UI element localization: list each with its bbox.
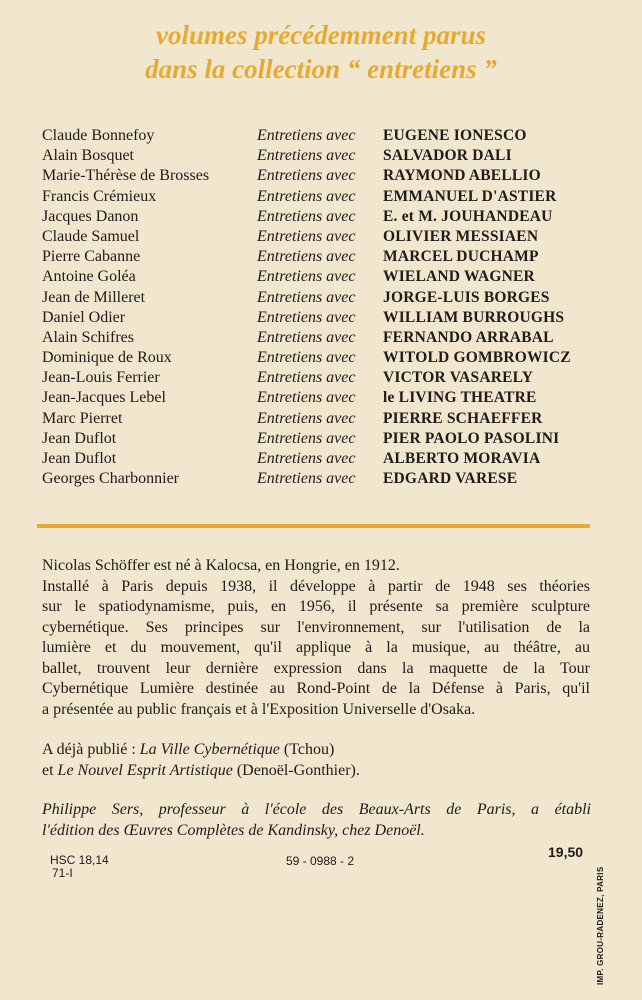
bio-line: Installé à Paris depuis 1938, il développe à partir de 1948 ses théories (42, 577, 590, 595)
published-works (42, 739, 360, 781)
list-item-subject: JORGE-LUIS BORGES (383, 288, 550, 306)
list-item-author: Marc Pierret (42, 409, 123, 427)
list-item-entretiens: Entretiens avec (257, 308, 356, 326)
list-item-author: Jean Duflot (42, 429, 117, 447)
list-item-author: Antoine Goléa (42, 268, 136, 286)
catalog-code-line-2: 71-I (52, 866, 73, 880)
list-item-author: Claude Samuel (42, 227, 140, 245)
list-item-author: Claude Bonnefoy (42, 127, 155, 144)
isbn-number: 59 - 0988 - 2 (286, 854, 355, 868)
list-item (42, 166, 622, 186)
bio-line: Nicolas Schöffer est né à Kalocsa, en Hongrie, en 1912. (42, 557, 400, 574)
list-item-entretiens: Entretiens avec (257, 187, 356, 205)
translator-note (42, 799, 591, 841)
bio-line: sur le spatiodynamisme, puis, en 1956, il présente sa première sculpture (42, 598, 590, 615)
published-prefix: A déjà publié : (42, 741, 140, 758)
bio-line: lumière et du mouvement, qu'il applique à la musique, au théâtre, au (42, 639, 590, 656)
list-item (42, 328, 622, 348)
list-item-entretiens: Entretiens avec (257, 207, 356, 225)
list-item-entretiens: Entretiens avec (257, 450, 356, 467)
translator-line: Philippe Sers, professeur à l'école des Beaux-Arts de Paris, a établi (42, 801, 591, 818)
published-line-2 (42, 760, 360, 781)
list-item-subject: SALVADOR DALI (383, 147, 512, 165)
list-item (42, 247, 622, 267)
list-item-subject: PIER PAOLO PASOLINI (383, 429, 560, 447)
list-item-author: Jacques Danon (42, 207, 139, 225)
list-item-author: Georges Charbonnier (42, 470, 179, 488)
list-item-author: Pierre Cabanne (42, 248, 141, 266)
list-item-author: Jean-Louis Ferrier (42, 369, 160, 387)
list-item-subject: EUGENE IONESCO (383, 127, 527, 144)
list-item-subject: ALBERTO MORAVIA (383, 450, 541, 467)
list-item-subject: MARCEL DUCHAMP (383, 248, 539, 266)
printer-credit: IMP. GROU-RADENEZ, PARIS (596, 866, 605, 985)
list-item-author: Jean de Milleret (42, 288, 146, 306)
bio-line: Cybernétique Lumière destinée au Rond-Point de la Défense à Paris, qu'il (42, 680, 590, 697)
list-item (42, 409, 622, 429)
list-item-entretiens: Entretiens avec (257, 409, 356, 427)
heading-line-2: dans la collection “ entretiens ” (145, 54, 497, 84)
list-item-entretiens: Entretiens avec (257, 167, 356, 185)
list-item (42, 126, 622, 146)
list-item-entretiens: Entretiens avec (257, 369, 356, 387)
list-item-author: Francis Crémieux (42, 187, 157, 205)
list-item-entretiens: Entretiens avec (257, 429, 356, 447)
list-item-entretiens: Entretiens avec (257, 288, 356, 306)
list-item (42, 227, 622, 247)
translator-line: l'édition des Œuvres Complètes de Kandinsky, chez Denoël. (42, 822, 425, 839)
list-item (42, 449, 622, 469)
list-item (42, 267, 622, 287)
list-item-subject: le LIVING THEATRE (383, 389, 537, 407)
list-item-entretiens: Entretiens avec (257, 268, 356, 286)
list-item (42, 187, 622, 207)
published-publisher: (Tchou) (279, 741, 335, 758)
bio-line: a présentée au public français et à l'Exposition Universelle d'Osaka. (42, 700, 476, 718)
list-item (42, 288, 622, 308)
list-item-author: Dominique de Roux (42, 349, 172, 367)
catalog-code-line-1: HSC 18,14 (50, 853, 109, 867)
list-item (42, 388, 622, 408)
collection-heading (0, 18, 642, 86)
list-item-subject: RAYMOND ABELLIO (383, 167, 541, 185)
list-item-subject: WIELAND WAGNER (383, 268, 535, 286)
list-item (42, 469, 622, 489)
bio-line: cybernétique. Ses principes sur l'environnement, sur l'utilisation de la (42, 618, 590, 636)
heading-line-1: volumes précédemment parus (156, 20, 486, 50)
previous-volumes-list (42, 126, 622, 489)
list-item-author: Jean Duflot (42, 450, 117, 467)
list-item-author: Alain Schifres (42, 328, 134, 346)
list-item (42, 368, 622, 388)
list-item (42, 207, 622, 227)
author-biography (42, 556, 590, 720)
published-publisher: (Denoël-Gonthier). (232, 762, 360, 779)
list-item-entretiens: Entretiens avec (257, 127, 356, 144)
list-item-author: Daniel Odier (42, 308, 126, 326)
divider-rule (37, 524, 590, 528)
list-item (42, 429, 622, 449)
list-item (42, 348, 622, 368)
list-item-subject: EDGARD VARESE (383, 470, 518, 488)
list-item-author: Marie-Thérèse de Brosses (42, 167, 210, 185)
list-item-subject: WITOLD GOMBROWICZ (383, 349, 571, 367)
list-item-author: Alain Bosquet (42, 147, 134, 165)
list-item-author: Jean-Jacques Lebel (42, 389, 166, 407)
published-prefix: et (42, 762, 58, 779)
list-item-entretiens: Entretiens avec (257, 349, 356, 367)
list-item-subject: PIERRE SCHAEFFER (383, 409, 543, 427)
list-item-subject: WILLIAM BURROUGHS (383, 308, 565, 326)
list-item-subject: VICTOR VASARELY (383, 369, 534, 387)
list-item-subject: OLIVIER MESSIAEN (383, 227, 539, 245)
list-item-entretiens: Entretiens avec (257, 470, 356, 488)
list-item-subject: E. et M. JOUHANDEAU (383, 207, 553, 225)
list-item-entretiens: Entretiens avec (257, 328, 356, 346)
published-line-1 (42, 739, 360, 760)
catalog-code (50, 854, 109, 880)
bio-line: ballet, trouvent leur dernière expression dans la maquette de la Tour (42, 659, 590, 677)
list-item (42, 146, 622, 166)
list-item (42, 308, 622, 328)
list-item-entretiens: Entretiens avec (257, 227, 356, 245)
list-item-subject: EMMANUEL D'ASTIER (383, 187, 557, 205)
list-item-entretiens: Entretiens avec (257, 147, 356, 165)
price: 19,50 (548, 844, 584, 860)
published-title: Le Nouvel Esprit Artistique (57, 762, 233, 779)
published-title: La Ville Cybernétique (139, 741, 280, 758)
list-item-entretiens: Entretiens avec (257, 389, 356, 407)
list-item-entretiens: Entretiens avec (257, 248, 356, 266)
list-item-subject: FERNANDO ARRABAL (383, 328, 554, 346)
